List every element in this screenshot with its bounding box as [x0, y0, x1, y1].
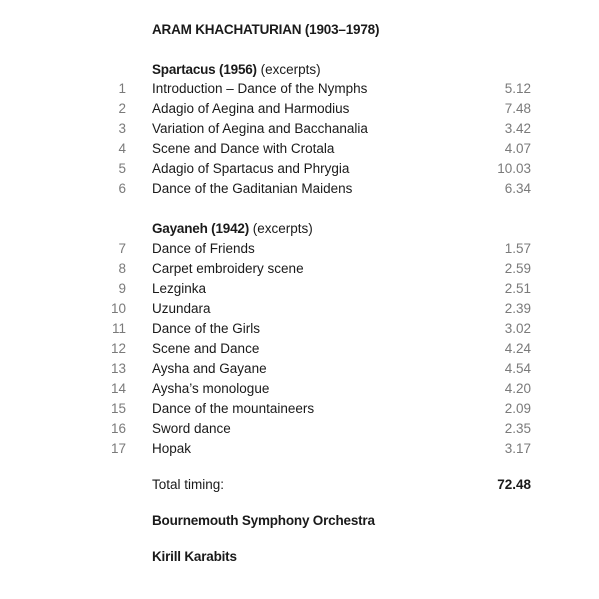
- track-time: 1.57: [504, 241, 531, 256]
- track-time: 4.07: [504, 141, 531, 156]
- track-time: 6.34: [504, 181, 531, 196]
- track-time: 2.39: [504, 301, 531, 316]
- track-time: 4.54: [504, 361, 531, 376]
- track-title: Dance of Friends: [152, 241, 255, 256]
- track-row: [0, 99, 599, 119]
- track-number: 11: [111, 321, 126, 336]
- track-number: 13: [110, 361, 126, 376]
- track-number: 8: [118, 261, 126, 276]
- track-number: 16: [110, 421, 126, 436]
- performer-conductor: Kirill Karabits: [152, 549, 237, 564]
- work-note: (excerpts): [260, 62, 321, 77]
- total-timing-label: Total timing:: [152, 477, 225, 492]
- track-title: Dance of the mountaineers: [152, 401, 315, 416]
- track-time: 2.51: [504, 281, 531, 296]
- work-title-gayaneh: [152, 221, 313, 236]
- track-time: 4.24: [504, 341, 531, 356]
- track-time: 3.02: [504, 321, 531, 336]
- track-title: Dance of the Girls: [152, 321, 261, 336]
- track-time: 7.48: [504, 101, 531, 116]
- track-time: 3.42: [504, 121, 531, 136]
- track-title: Lezginka: [152, 281, 207, 296]
- track-row: [0, 139, 599, 159]
- track-row: [0, 299, 599, 319]
- track-number: 12: [110, 341, 126, 356]
- track-number: 14: [110, 381, 126, 396]
- track-title: Scene and Dance: [152, 341, 260, 356]
- track-row: [0, 439, 599, 459]
- work-note: (excerpts): [252, 221, 313, 236]
- track-title: Variation of Aegina and Bacchanalia: [152, 121, 368, 136]
- work-title-text: Spartacus (1956): [152, 62, 257, 77]
- track-title: Hopak: [152, 441, 192, 456]
- track-title: Uzundara: [152, 301, 211, 316]
- track-number: 1: [118, 81, 126, 96]
- track-number: 6: [118, 181, 126, 196]
- track-row: [0, 379, 599, 399]
- track-title: Sword dance: [152, 421, 231, 436]
- track-time: 2.09: [504, 401, 531, 416]
- track-title: Carpet embroidery scene: [152, 261, 304, 276]
- track-row: [0, 279, 599, 299]
- track-time: 5.12: [504, 81, 531, 96]
- track-row: [0, 339, 599, 359]
- track-row: [0, 319, 599, 339]
- track-row: [0, 359, 599, 379]
- track-title: Adagio of Spartacus and Phrygia: [152, 161, 350, 176]
- track-number: 5: [118, 161, 126, 176]
- track-number: 7: [118, 241, 126, 256]
- track-time: 3.17: [504, 441, 531, 456]
- track-title: Aysha and Gayane: [152, 361, 267, 376]
- track-number: 17: [110, 441, 126, 456]
- track-title: Introduction – Dance of the Nymphs: [152, 81, 368, 96]
- track-row: [0, 179, 599, 199]
- track-number: 10: [110, 301, 126, 316]
- track-row: [0, 119, 599, 139]
- track-row: [0, 79, 599, 99]
- track-time: 2.35: [504, 421, 531, 436]
- track-row: [0, 419, 599, 439]
- track-number: 4: [118, 141, 126, 156]
- track-title: Adagio of Aegina and Harmodius: [152, 101, 350, 116]
- track-row: [0, 399, 599, 419]
- track-row: [0, 159, 599, 179]
- track-time: 4.20: [504, 381, 531, 396]
- track-row: [0, 259, 599, 279]
- performer-orchestra: Bournemouth Symphony Orchestra: [152, 513, 375, 528]
- track-number: 15: [110, 401, 126, 416]
- track-title: Aysha’s monologue: [152, 381, 270, 396]
- track-number: 3: [118, 121, 126, 136]
- total-timing-value: 72.48: [497, 477, 531, 492]
- track-number: 9: [118, 281, 126, 296]
- work-title-spartacus: [152, 62, 321, 77]
- track-title: Scene and Dance with Crotala: [152, 141, 335, 156]
- track-time: 2.59: [504, 261, 531, 276]
- track-row: [0, 239, 599, 259]
- track-number: 2: [118, 101, 126, 116]
- work-title-text: Gayaneh (1942): [152, 221, 249, 236]
- track-time: 10.03: [497, 161, 531, 176]
- composer-heading: ARAM KHACHATURIAN (1903–1978): [152, 22, 380, 37]
- track-title: Dance of the Gaditanian Maidens: [152, 181, 353, 196]
